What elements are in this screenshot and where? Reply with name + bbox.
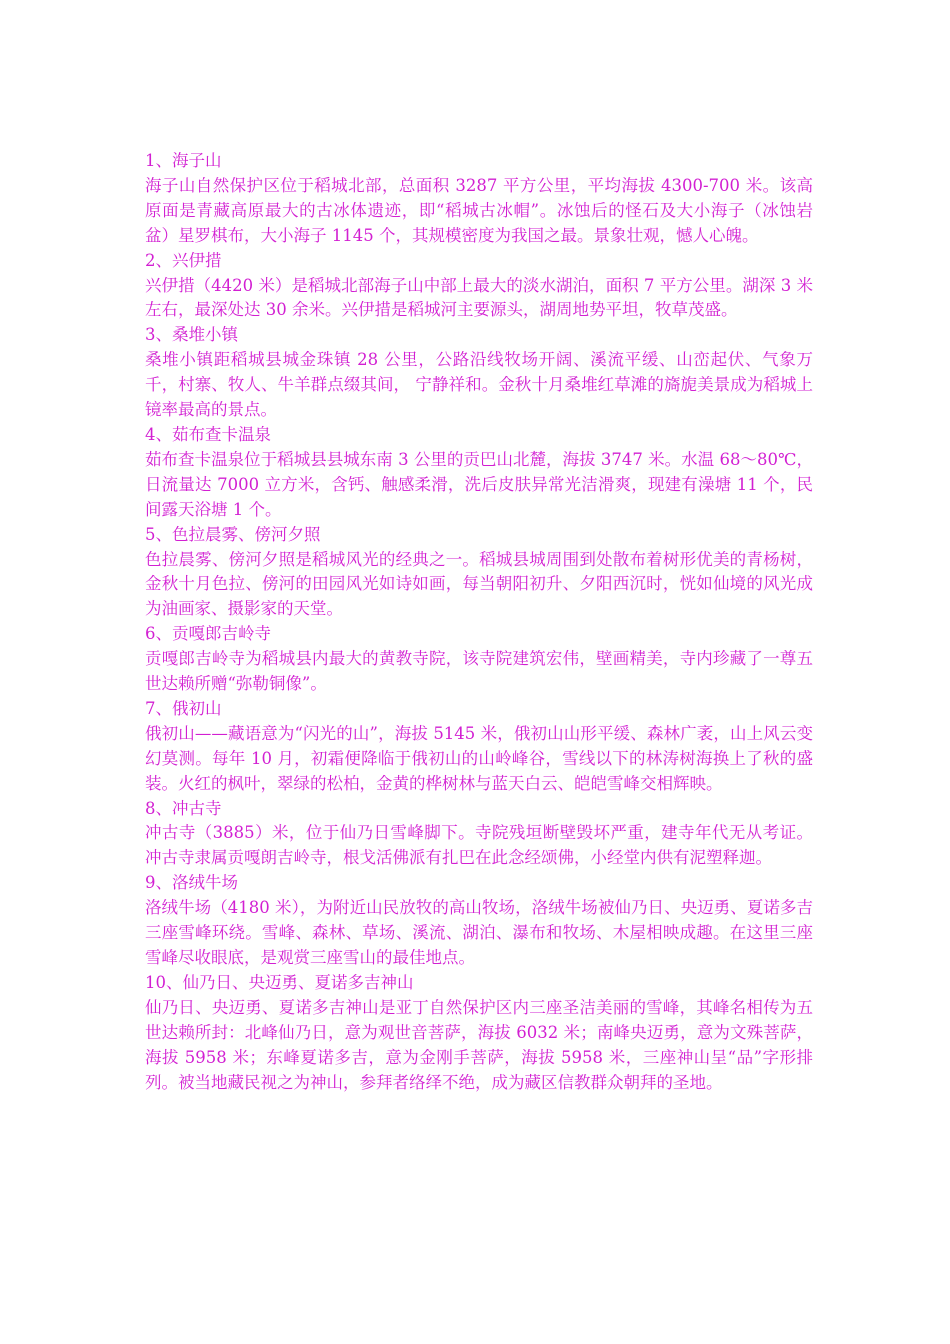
section-echu-mountain bbox=[145, 697, 813, 797]
section-title: 8、冲古寺 bbox=[145, 798, 222, 818]
section-haizishan bbox=[145, 149, 813, 249]
section-title: 6、贡嘎郎吉岭寺 bbox=[145, 624, 271, 644]
section-sangdui-town bbox=[145, 323, 813, 423]
section-title: 9、洛绒牛场 bbox=[145, 873, 238, 893]
section-body: 俄初山——藏语意为“闪光的山”，海拔 5145 米，俄初山山形平缓、森林广袤，山上风云变幻莫测。每年 10 月，初霜便降临于俄初山的山岭峰谷，雪线以下的林涛树海换上了秋的盛装。火红的枫叶，翠绿的松柏，金黄的桦树林与蓝天白云、皑皑雪峰交相辉映。 bbox=[145, 723, 813, 793]
section-body: 仙乃日、央迈勇、夏诺多吉神山是亚丁自然保护区内三座圣洁美丽的雪峰，其峰名相传为五世达赖所封：北峰仙乃日，意为观世音菩萨，海拔 6032 米；南峰央迈勇，意为文殊菩萨，海拔 5958 米；东峰夏诺多吉，意为金刚手菩萨，海拔 5958 米，三座神山呈“品”字形排列。被当地藏民视之为神山，参拜者络绎不绝，成为藏区信教群众朝拜的圣地。 bbox=[145, 997, 813, 1092]
section-body: 洛绒牛场（4180 米），为附近山民放牧的高山牧场，洛绒牛场被仙乃日、央迈勇、夏诺多吉三座雪峰环绕。雪峰、森林、草场、溪流、湖泊、瀑布和牧场、木屋相映成趣。在这里三座雪峰尽收眼底，是观赏三座雪山的最佳地点。 bbox=[145, 898, 813, 967]
section-title: 10、仙乃日、央迈勇、夏诺多吉神山 bbox=[145, 972, 414, 992]
section-body: 茹布查卡温泉位于稻城县县城东南 3 公里的贡巴山北麓，海拔 3747 米。水温 68～80℃，日流量达 7000 立方米，含钙、触感柔滑，洗后皮肤异常光洁滑爽，现建有澡塘 11 个，民间露天浴塘 1 个。 bbox=[145, 449, 813, 519]
section-gongga-langjiling-temple bbox=[145, 622, 813, 697]
section-xingyicuo bbox=[145, 249, 813, 324]
section-sela-bianghe bbox=[145, 523, 813, 623]
section-chonggu-temple bbox=[145, 797, 813, 872]
section-title: 7、俄初山 bbox=[145, 698, 222, 718]
section-body: 桑堆小镇距稻城县城金珠镇 28 公里，公路沿线牧场开阔、溪流平缓、山峦起伏、气象万千，村寨、牧人、牛羊群点缀其间， 宁静祥和。金秋十月桑堆红草滩的旖旎美景成为稻城上镜率最高的景点。 bbox=[145, 350, 813, 420]
section-three-sacred-mountains bbox=[145, 971, 813, 1096]
section-title: 1、海子山 bbox=[145, 151, 222, 170]
section-title: 4、茹布查卡温泉 bbox=[145, 424, 271, 444]
section-body: 兴伊措（4420 米）是稻城北部海子山中部上最大的淡水湖泊，面积 7 平方公里。湖深 3 米左右，最深处达 30 余米。兴伊措是稻城河主要源头，湖周地势平坦，牧草茂盛。 bbox=[145, 275, 813, 320]
section-rubuchaka-hot-spring bbox=[145, 423, 813, 523]
section-body: 色拉晨雾、傍河夕照是稻城风光的经典之一。稻城县城周围到处散布着树形优美的青杨树，金秋十月色拉、傍河的田园风光如诗如画，每当朝阳初升、夕阳西沉时，恍如仙境的风光成为油画家、摄影家的天堂。 bbox=[145, 549, 813, 619]
section-body: 贡嘎郎吉岭寺为稻城县内最大的黄教寺院，该寺院建筑宏伟，壁画精美，寺内珍藏了一尊五世达赖所赠“弥勒铜像”。 bbox=[145, 649, 813, 694]
section-title: 5、色拉晨雾、傍河夕照 bbox=[145, 524, 321, 544]
document-page bbox=[145, 149, 813, 1095]
section-luorong-pasture bbox=[145, 871, 813, 971]
section-body: 冲古寺（3885）米，位于仙乃日雪峰脚下。寺院残垣断壁毁坏严重，建寺年代无从考证。冲古寺隶属贡嘎朗吉岭寺，根戈活佛派有扎巴在此念经颂佛，小经堂内供有泥塑释迦。 bbox=[145, 823, 813, 868]
section-body: 海子山自然保护区位于稻城北部，总面积 3287 平方公里，平均海拔 4300-700 米。该高原面是青藏高原最大的古冰体遗迹，即“稻城古冰帽”。冰蚀后的怪石及大小海子（冰蚀岩盆）星罗棋布，大小海子 1145 个，其规模密度为我国之最。景象壮观，憾人心魄。 bbox=[145, 175, 813, 245]
section-title: 2、兴伊措 bbox=[145, 250, 222, 270]
section-title: 3、桑堆小镇 bbox=[145, 325, 238, 345]
